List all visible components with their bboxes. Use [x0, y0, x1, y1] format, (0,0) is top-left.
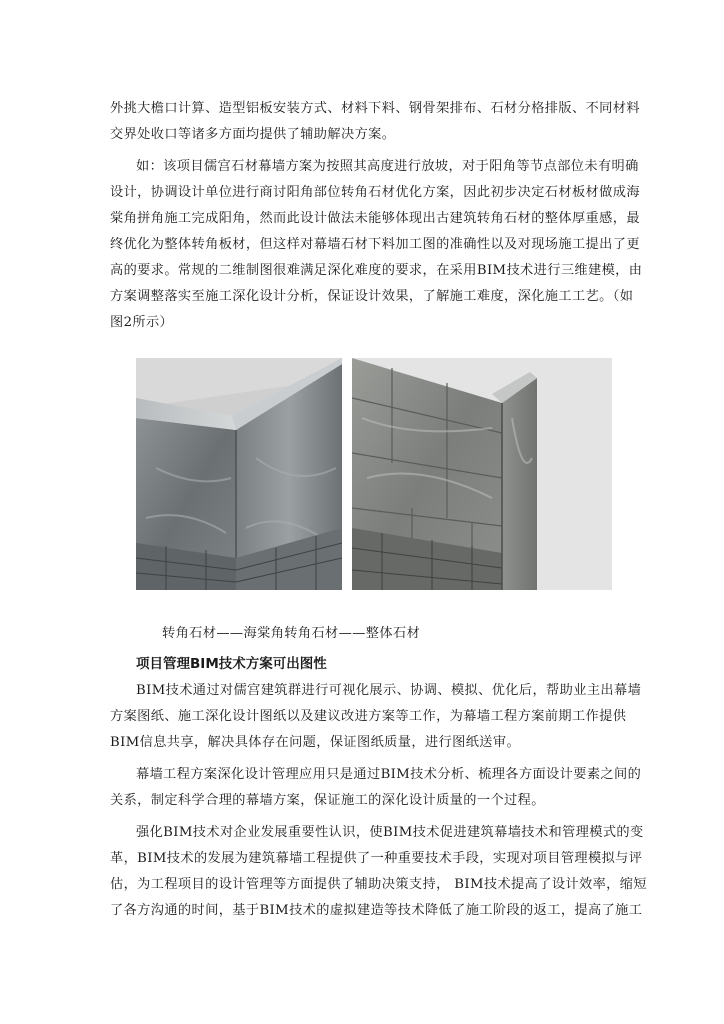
text-line: BIM技术通过对儒宫建筑群进行可视化展示、协调、模拟、优化后，帮助业主出幕墙 [136, 683, 642, 698]
paragraph-3 [110, 678, 642, 756]
paragraph-2 [110, 154, 643, 336]
text-line: 高的要求。常规的二维制图很难满足深化难度的要求，在采用BIM技术进行三维建模，由 [110, 263, 643, 278]
text-line: 了各方沟通的时间，基于BIM技术的虚拟建造等技术降低了施工阶段的返工，提高了施工 [110, 903, 643, 918]
text-line: BIM信息共享，解决具体存在问题，保证图纸质量，进行图纸送审。 [110, 735, 521, 750]
paragraph-1 [110, 96, 640, 148]
text-line: 估，为工程项目的设计管理等方面提供了辅助决策支持， BIM技术提高了设计效率，缩短 [110, 877, 647, 892]
corner-stone-image-right [352, 358, 612, 590]
text-line: 幕墙工程方案深化设计管理应用只是通过BIM技术分析、梳理各方面设计要素之间的 [136, 767, 642, 782]
text-line: 方案图纸、施工深化设计图纸以及建议改进方案等工作，为幕墙工程方案前期工作提供 [110, 709, 627, 724]
text-line: 强化BIM技术对企业发展重要性认识，使BIM技术促进建筑幕墙技术和管理模式的变 [136, 825, 644, 840]
text-line: 方案调整落实至施工深化设计分析，保证设计效果，了解施工难度，深化施工工艺。（如 [110, 289, 634, 304]
paragraph-4 [110, 762, 642, 814]
text-line: 革，BIM技术的发展为建筑幕墙工程提供了一种重要技术手段，实现对项目管理模拟与评 [110, 851, 643, 866]
text-line: 如：该项目儒宫石材幕墙方案为按照其高度进行放坡，对于阳角等节点部位未有明确 [136, 159, 639, 174]
text-line: 设计，协调设计单位进行商讨阳角部位转角石材优化方案，因此初步决定石材板材做成海 [110, 185, 640, 200]
figure-2-stone-corners [136, 358, 612, 590]
section-heading: 项目管理BIM技术方案可出图性 [136, 656, 327, 672]
text-line: 交界处收口等诸多方面均提供了辅助解决方案。 [110, 127, 396, 142]
text-line: 终优化为整体转角板材，但这样对幕墙石材下料加工图的准确性以及对现场施工提出了更 [110, 237, 640, 252]
figure-caption: 转角石材——海棠角转角石材——整体石材 [162, 626, 421, 641]
text-line: 关系，制定科学合理的幕墙方案，保证施工的深化设计质量的一个过程。 [110, 793, 545, 808]
text-line: 外挑大檐口计算、造型铝板安装方式、材料下料、钢骨架排布、石材分格排版、不同材料 [110, 101, 640, 116]
corner-stone-image-left [136, 358, 342, 590]
text-line: 图2所示） [110, 315, 174, 330]
paragraph-5 [110, 820, 647, 924]
text-line: 棠角拼角施工完成阳角，然而此设计做法未能够体现出古建筑转角石材的整体厚重感，最 [110, 211, 640, 226]
